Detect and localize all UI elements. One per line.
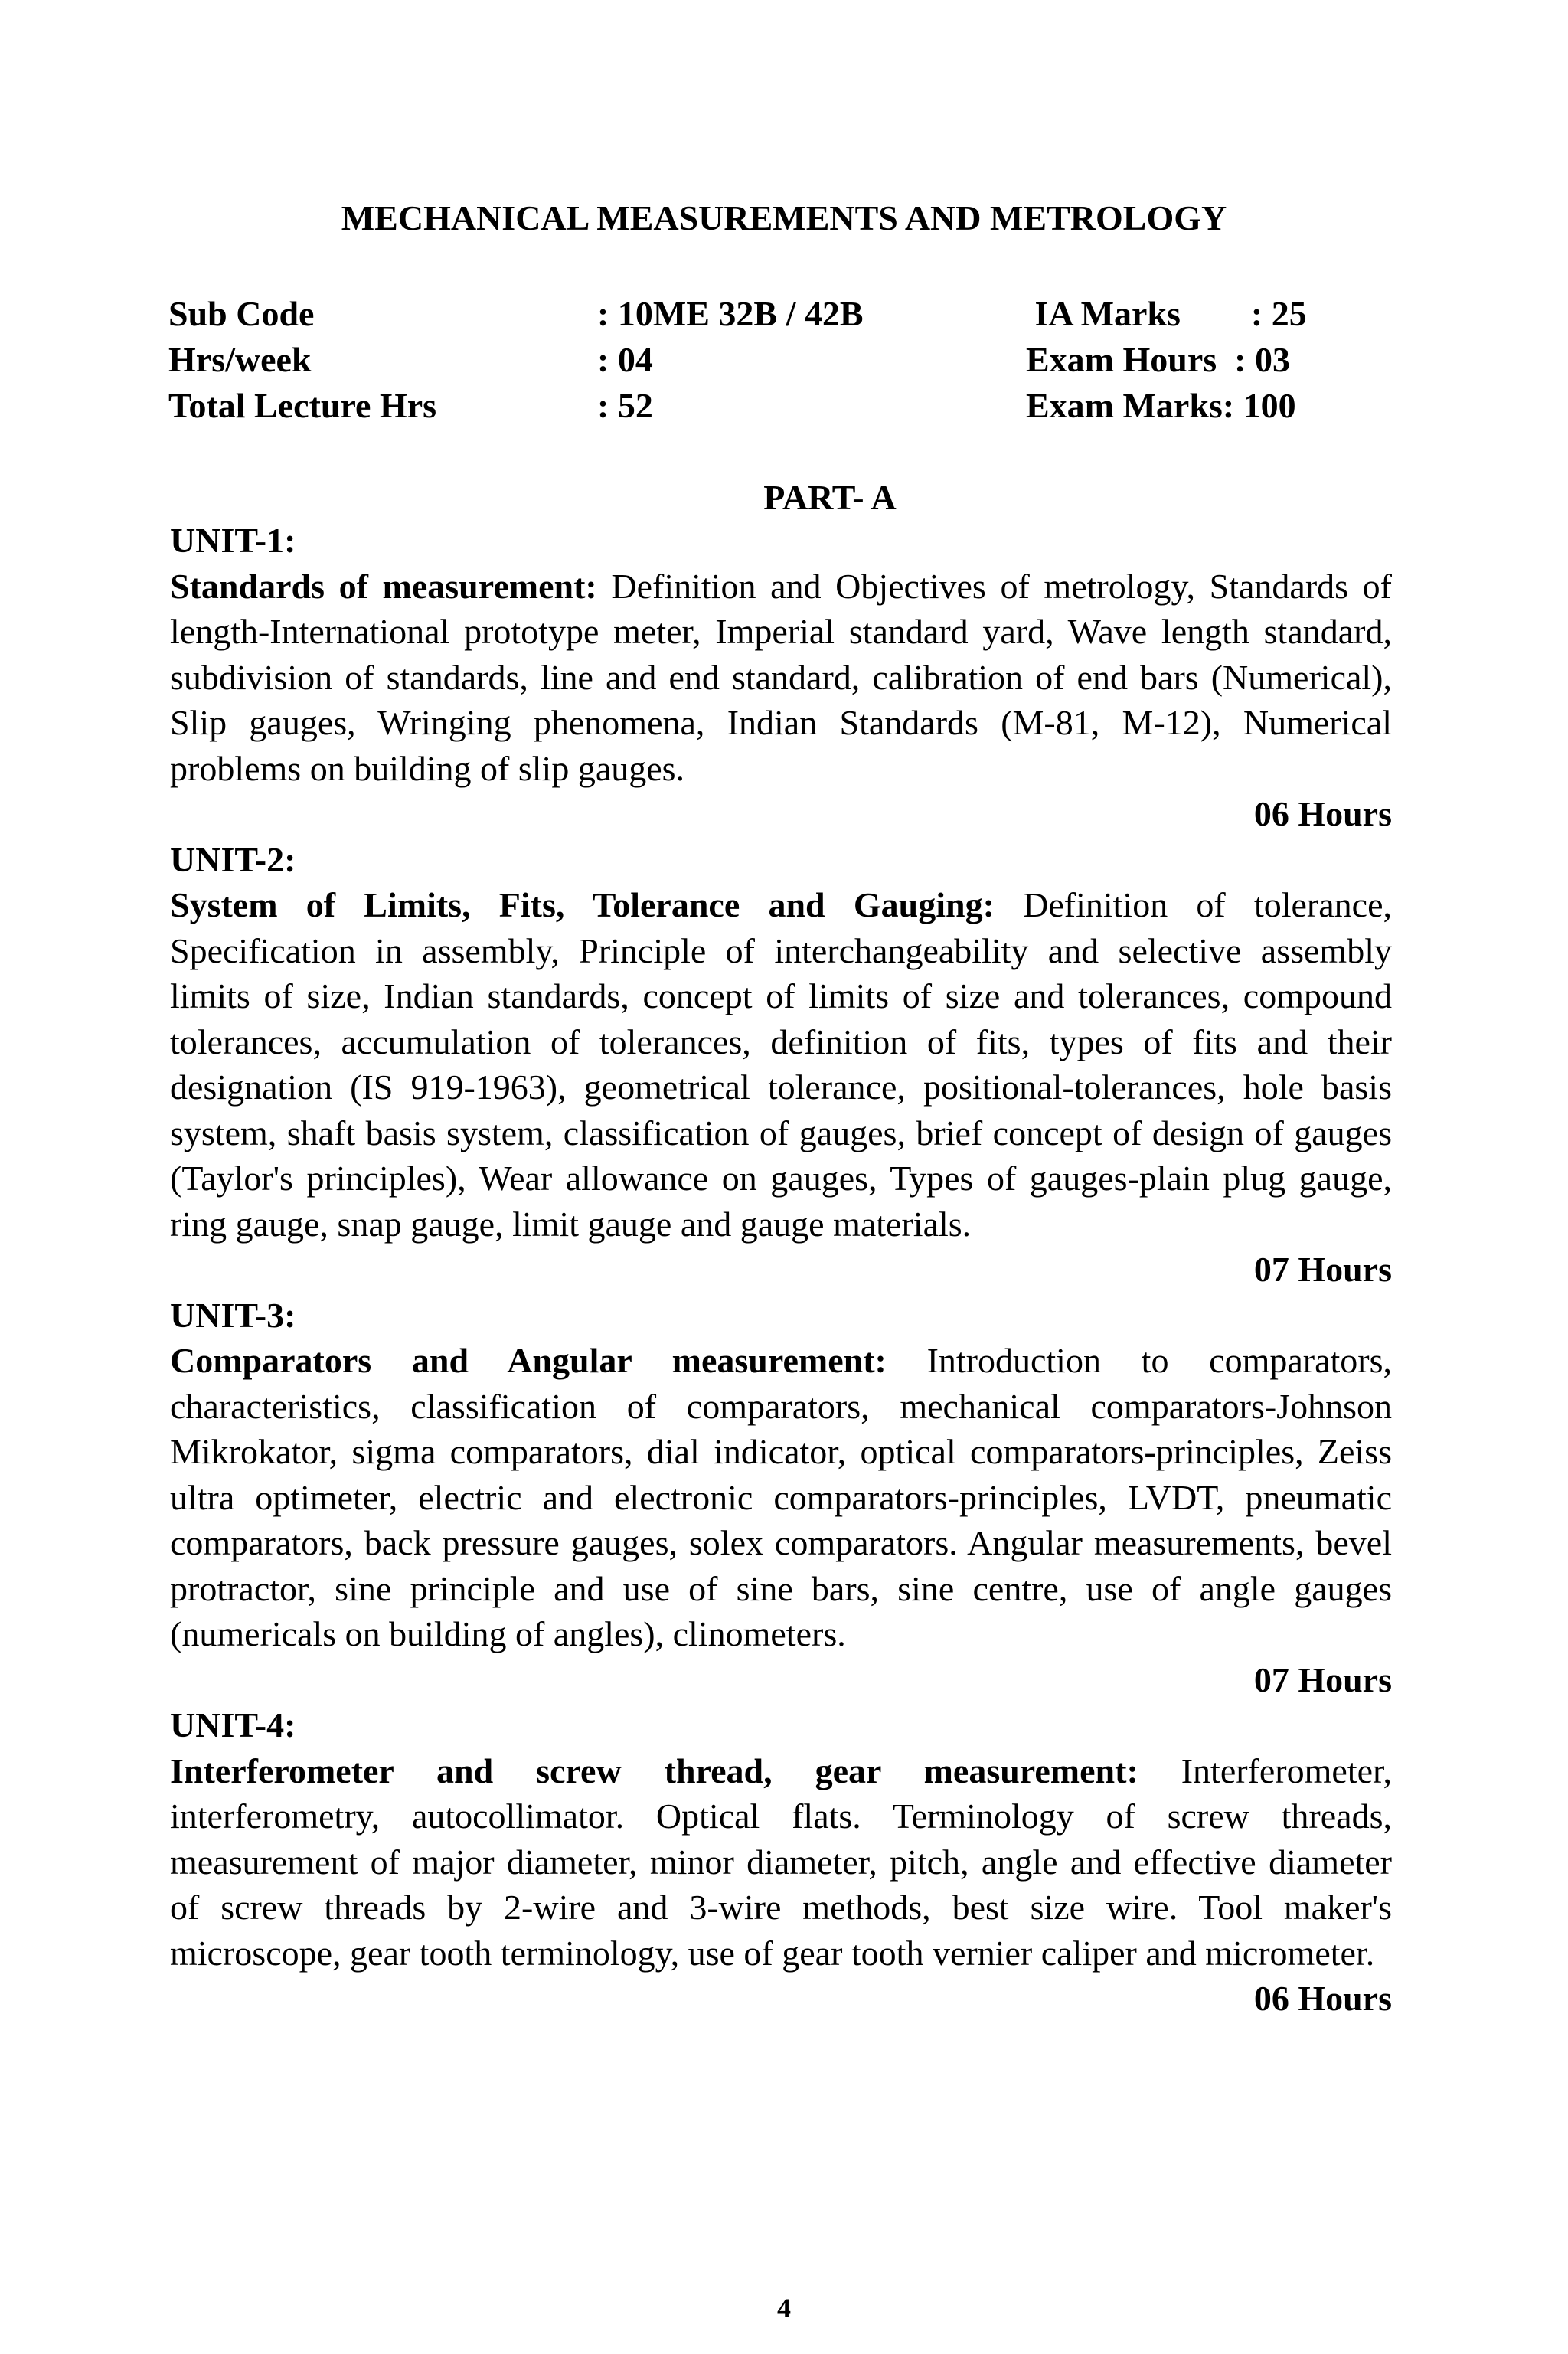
unit-heading: UNIT-3: (170, 1295, 296, 1335)
syllabus-content (170, 518, 1392, 2022)
info-right: Exam Marks: 100 (1026, 386, 1296, 425)
unit-hours: 06 Hours (1253, 1979, 1392, 2018)
page-number: 4 (777, 2293, 791, 2323)
info-label: Total Lecture Hrs (168, 386, 437, 425)
course-info-table (168, 291, 1393, 429)
unit-body-text: Interferometer, interferometry, autocollimator. Optical flats. Terminology of screw threads, measurement of major diameter, minor diameter, pitch, angle and effective diameter of screw threads by 2-wire and 3-wire methods, best size wire. Tool maker's microscope, gear tooth terminology, use of gear tooth vernier caliper and micrometer. (170, 1751, 1392, 1973)
unit-hours: 07 Hours (1253, 1250, 1392, 1289)
page-title: MECHANICAL MEASUREMENTS AND METROLOGY (341, 198, 1227, 237)
unit-heading: UNIT-2: (170, 839, 296, 879)
unit-description (170, 564, 1392, 792)
info-value: : 04 (597, 340, 653, 379)
unit-body-text: Definition of tolerance, Specification in assembly, Principle of interchangeability and selective assembly limits of size, Indian standards, concept of limits of size and tolerances, compound tolerances, accumulation of tolerances, definition of fits, types of fits and their designation (IS 919-1963), geometrical tolerance, positional-tolerances, hole basis system, shaft basis system, classification of gauges, brief concept of design of gauges (Taylor's principles), Wear allowance on gauges, Types of gauges-plain plug gauge, ring gauge, snap gauge, limit gauge and gauge materials. (170, 885, 1392, 1244)
part-label: PART- A (763, 478, 897, 517)
unit-description (170, 1338, 1392, 1657)
info-value: : 52 (597, 386, 653, 425)
unit-heading: UNIT-4: (170, 1705, 296, 1744)
unit-subject: System of Limits, Fits, Tolerance and Gauging: (170, 885, 995, 924)
info-label: Hrs/week (168, 340, 312, 379)
unit-section-4 (170, 1702, 1392, 2022)
unit-heading: UNIT-1: (170, 521, 296, 560)
unit-hours: 07 Hours (1253, 1659, 1392, 1699)
unit-description (170, 1748, 1392, 1976)
info-right: Exam Hours : 03 (1026, 340, 1290, 379)
info-row-total-lecture-hrs (168, 383, 1393, 429)
unit-body-text: Introduction to comparators, characteristics, classification of comparators, mechanical comparators-Johnson Mikrokator, sigma comparators, dial indicator, optical comparators-principles, Zeiss ultra optimeter, electric and electronic comparators-principles, LVDT, pneumatic comparators, back pressure gauges, solex comparators. Angular measurements, bevel protractor, sine principle and use of sine bars, sine centre, use of angle gauges (numericals on building of angles), clinometers. (170, 1341, 1393, 1653)
unit-section-3 (170, 1293, 1392, 1703)
unit-subject: Comparators and Angular measurement: (170, 1341, 887, 1380)
info-row-sub-code (168, 291, 1393, 337)
unit-section-1 (170, 518, 1392, 837)
info-value: : 10ME 32B / 42B (597, 294, 864, 333)
unit-subject: Standards of measurement: (170, 566, 597, 606)
unit-description (170, 882, 1392, 1247)
unit-section-2 (170, 837, 1392, 1293)
info-label: Sub Code (168, 294, 315, 333)
unit-body-text: Definition and Objectives of metrology, Standards of length-International prototype meter, Imperial standard yard, Wave length standard, subdivision of standards, line and end standard, calibration of end bars (Numerical), Slip gauges, Wringing phenomena, Indian Standards (M-81, M-12), Numerical problems on building of slip gauges. (170, 566, 1392, 788)
info-right: IA Marks : 25 (1026, 294, 1307, 333)
part-heading (0, 475, 1568, 521)
info-row-hrs-week (168, 337, 1393, 383)
unit-subject: Interferometer and screw thread, gear measurement: (170, 1751, 1138, 1790)
unit-hours: 06 Hours (1253, 794, 1392, 833)
